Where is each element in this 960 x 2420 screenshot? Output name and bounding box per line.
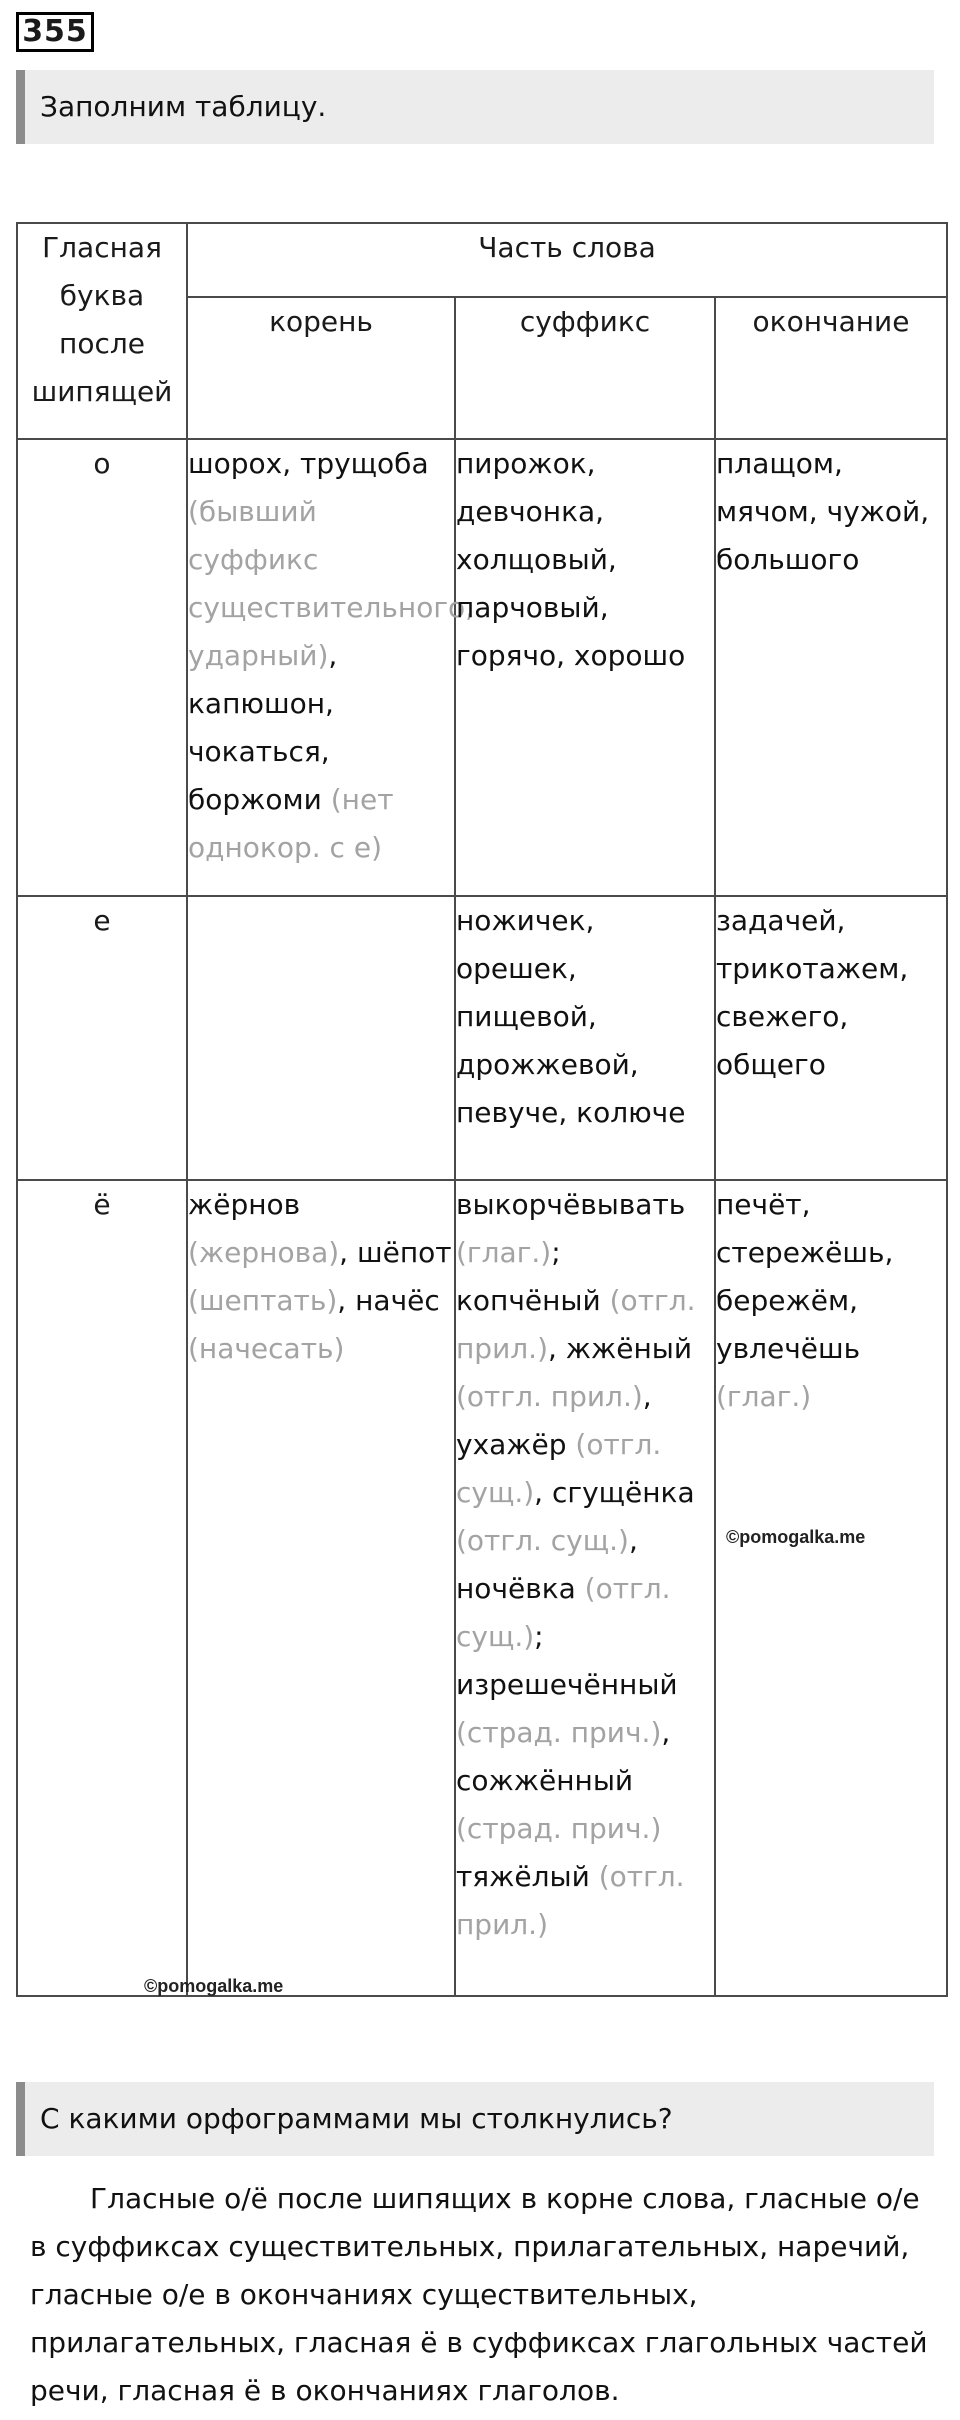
grammar-note: (глаг.) — [716, 1380, 812, 1413]
example-words: пирожок, девчонка, холщовый, парчовый, горячо, хорошо — [456, 447, 686, 672]
grammar-note: (отгл. прил.) — [456, 1284, 696, 1365]
grammar-note: (отгл. прил.) — [456, 1860, 685, 1941]
example-words: ножичек, орешек, пищевой, дрожжевой, певуче, колюче — [456, 904, 686, 1129]
table-row — [17, 1180, 947, 1996]
vowel-cell: е — [17, 896, 187, 1180]
header-root: корень — [187, 297, 455, 439]
watermark: ©pomogalka.me — [144, 1976, 284, 1996]
example-words: , сгущёнка — [534, 1476, 695, 1509]
vowel-cell: о — [17, 439, 187, 896]
ending-cell — [715, 896, 947, 1180]
example-words: , ухажёр — [456, 1380, 652, 1461]
grammar-note: (шептать) — [188, 1284, 338, 1317]
grammar-note: (страд. прич.) — [456, 1812, 662, 1845]
answer-paragraph: Гласные о/ё после шипящих в корне слова, гласные о/е в суффиксах существительных, прилагательных, наречий, гласные о/е в окончаниях существительных, прилагательных, гласная ё в суффиксах глагольных частей речи, гласная ё в окончаниях глаголов. — [30, 2182, 928, 2407]
question-banner: С какими орфограммами мы столкнулись? — [16, 2082, 934, 2156]
grammar-note: (отгл. сущ.) — [456, 1428, 662, 1509]
watermark: ©pomogalka.me — [726, 1527, 866, 1547]
orthogram-table — [16, 222, 948, 1997]
ending-cell — [715, 1180, 947, 1996]
example-words: тяжёлый — [456, 1860, 590, 1893]
example-words: , сожжённый — [456, 1716, 671, 1797]
grammar-note: (глаг.) — [456, 1236, 552, 1269]
example-words: , начёс — [337, 1284, 440, 1317]
grammar-note: (страд. прич.) — [456, 1716, 662, 1749]
example-words: печёт, стережёшь, бережём, увлечёшь — [716, 1188, 894, 1365]
grammar-note: (жернова) — [188, 1236, 340, 1269]
grammar-note: (нет однокор. с е) — [188, 783, 394, 864]
table-row — [17, 896, 947, 1180]
example-words: ; изрешечённый — [456, 1620, 678, 1701]
vowel-cell: ё — [17, 1180, 187, 1996]
example-words: жёрнов — [188, 1188, 301, 1221]
instruction-banner: Заполним таблицу. — [16, 70, 934, 144]
root-cell — [187, 439, 475, 896]
header-vowel: Гласная буква после шипящей — [17, 223, 187, 439]
grammar-note: (отгл. сущ.) — [456, 1572, 671, 1653]
example-words: , ночёвка — [456, 1524, 638, 1605]
grammar-note: (отгл. прил.) — [456, 1380, 643, 1413]
header-ending: окончание — [715, 297, 947, 439]
example-words: , жжёный — [548, 1332, 693, 1365]
grammar-note: (начесать) — [188, 1332, 345, 1365]
suffix-cell — [455, 896, 715, 1180]
header-word-part: Часть слова — [187, 223, 947, 297]
example-words: выкорчёвывать — [456, 1188, 686, 1221]
table-row — [17, 439, 947, 896]
example-words: плащом, мячом, чужой, большого — [716, 447, 930, 576]
ending-cell — [715, 439, 947, 896]
root-cell — [187, 1180, 455, 1996]
root-cell — [187, 896, 455, 1180]
suffix-cell — [455, 439, 715, 896]
example-words: , шёпот — [339, 1236, 452, 1269]
task-number: 355 — [16, 12, 94, 52]
suffix-cell — [455, 1180, 715, 1996]
example-words: ; копчёный — [456, 1236, 601, 1317]
header-suffix: суффикс — [455, 297, 715, 439]
grammar-note: (бывший суффикс существительного, ударный) — [188, 495, 475, 672]
example-words: , капюшон, чокаться, боржоми — [188, 639, 338, 816]
grammar-note: (отгл. сущ.) — [456, 1524, 629, 1557]
example-words: шорох, трущоба — [188, 447, 429, 480]
example-words: задачей, трикотажем, свежего, общего — [716, 904, 909, 1081]
